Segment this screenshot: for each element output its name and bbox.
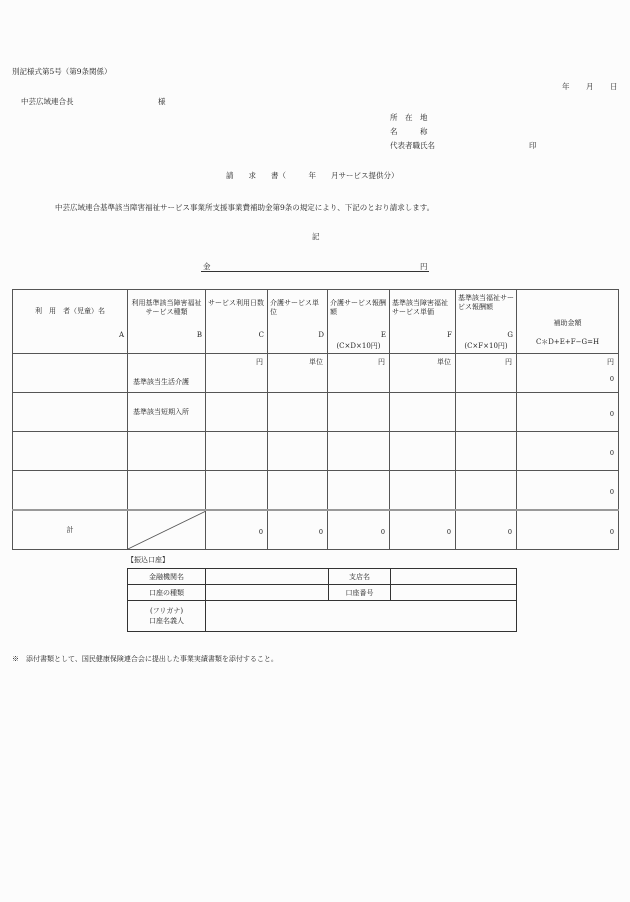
- total-subsidy-cell: 0: [517, 510, 619, 550]
- total-care-units-cell: 0: [268, 510, 328, 550]
- date-day: 日: [610, 82, 618, 91]
- account-type-label: 口座の種類: [128, 585, 206, 601]
- header-welfare-fee: 基準該当福祉サービス報酬額 G (C×F×10円): [456, 290, 517, 354]
- bank-row-1: [128, 569, 517, 585]
- total-care-fee-cell: 0: [328, 510, 390, 550]
- total-days-cell: 0: [206, 510, 268, 550]
- addressee: 中芸広域連合長: [21, 97, 74, 106]
- care-units-cell[interactable]: [268, 432, 328, 471]
- claim-table: [12, 289, 619, 550]
- address-label: 所 在 地: [390, 113, 428, 122]
- seal-mark: 印: [529, 141, 537, 150]
- account-holder-label: [128, 601, 206, 632]
- days-cell[interactable]: [206, 393, 268, 432]
- amount-suffix: 円: [420, 262, 428, 271]
- subsidy-cell: 0: [517, 432, 619, 471]
- date-month: 月: [586, 82, 594, 91]
- table-total-row: [13, 510, 619, 550]
- honorific: 様: [158, 97, 166, 106]
- welfare-fee-cell[interactable]: 円: [456, 354, 517, 393]
- welfare-fee-cell[interactable]: [456, 471, 517, 511]
- welfare-fee-cell[interactable]: [456, 393, 517, 432]
- diagonal-slash: [128, 511, 206, 549]
- bank-row-2: [128, 585, 517, 601]
- intro-text: 中芸広域連合基準該当障害福祉サービス事業所支援事業費補助金第9条の規定により、下記のとおり請求します。: [55, 203, 435, 212]
- date-year: 年: [562, 82, 570, 91]
- header-subsidy: 補助金額 C＊D+E+F−G=H: [517, 290, 619, 354]
- footnote: ※ 添付書類として、国民健康保険連合会に提出した事業実績書類を添付すること。: [12, 655, 278, 663]
- document-title: 請 求 書（ 年 月サービス提供分）: [226, 171, 399, 180]
- total-diagonal-cell: [128, 510, 206, 550]
- table-row: [13, 393, 619, 432]
- table-header-row: [13, 290, 619, 354]
- bank-name-label: 金融機関名: [128, 569, 206, 585]
- total-label-cell: 計: [13, 510, 128, 550]
- branch-field[interactable]: [391, 569, 517, 585]
- service-cell[interactable]: 基準該当生活介護: [128, 354, 206, 393]
- service-cell[interactable]: 基準該当短期入所: [128, 393, 206, 432]
- care-fee-cell[interactable]: 円: [328, 354, 390, 393]
- amount-prefix: 金: [203, 262, 211, 271]
- name-label: 名 称: [390, 127, 428, 136]
- bank-account-table: [127, 568, 517, 632]
- care-units-cell[interactable]: [268, 393, 328, 432]
- furigana-label: (フリガナ): [149, 606, 184, 615]
- header-service-type: 利用基準該当障害福祉サービス種類 B: [128, 290, 206, 354]
- user-cell[interactable]: [13, 354, 128, 393]
- account-number-label: 口座番号: [329, 585, 391, 601]
- unit-price-cell[interactable]: 単位: [390, 354, 456, 393]
- amount-underline: [201, 271, 429, 272]
- service-cell[interactable]: [128, 432, 206, 471]
- ki-label: 記: [312, 232, 320, 241]
- total-welfare-fee-cell: 0: [456, 510, 517, 550]
- branch-label: 支店名: [329, 569, 391, 585]
- bank-name-field[interactable]: [206, 569, 329, 585]
- table-row: [13, 432, 619, 471]
- care-fee-cell[interactable]: [328, 471, 390, 511]
- service-cell[interactable]: [128, 471, 206, 511]
- header-user-name: 利 用 者（児童）名 A: [13, 290, 128, 354]
- header-unit-price: 基準該当障害福祉サービス単価 F: [390, 290, 456, 354]
- unit-price-cell[interactable]: [390, 393, 456, 432]
- account-number-field[interactable]: [391, 585, 517, 601]
- account-type-field[interactable]: [206, 585, 329, 601]
- bank-row-3: [128, 601, 517, 632]
- unit-price-cell[interactable]: [390, 471, 456, 511]
- header-care-units: 介護サービス単位 D: [268, 290, 328, 354]
- account-holder-field[interactable]: [206, 601, 517, 632]
- welfare-fee-cell[interactable]: [456, 432, 517, 471]
- subsidy-cell: 0: [517, 393, 619, 432]
- form-number: 別記様式第5号（第9条関係）: [12, 67, 112, 76]
- subsidy-cell: 円 0: [517, 354, 619, 393]
- header-service-days: サービス利用日数 C: [206, 290, 268, 354]
- subsidy-cell: 0: [517, 471, 619, 511]
- care-units-cell[interactable]: 単位: [268, 354, 328, 393]
- header-care-fee: 介護サービス報酬額 E (C×D×10円): [328, 290, 390, 354]
- days-cell[interactable]: [206, 432, 268, 471]
- care-fee-cell[interactable]: [328, 393, 390, 432]
- representative-label: 代表者職氏名: [390, 141, 435, 150]
- user-cell[interactable]: [13, 471, 128, 511]
- unit-price-cell[interactable]: [390, 432, 456, 471]
- days-cell[interactable]: [206, 471, 268, 511]
- table-row: [13, 471, 619, 511]
- care-fee-cell[interactable]: [328, 432, 390, 471]
- total-unit-price-cell: 0: [390, 510, 456, 550]
- days-cell[interactable]: 円: [206, 354, 268, 393]
- holder-label: 口座名義人: [149, 617, 184, 625]
- care-units-cell[interactable]: [268, 471, 328, 511]
- user-cell[interactable]: [13, 432, 128, 471]
- bank-section-title: 【振込口座】: [127, 556, 169, 564]
- user-cell[interactable]: [13, 393, 128, 432]
- table-row: [13, 354, 619, 393]
